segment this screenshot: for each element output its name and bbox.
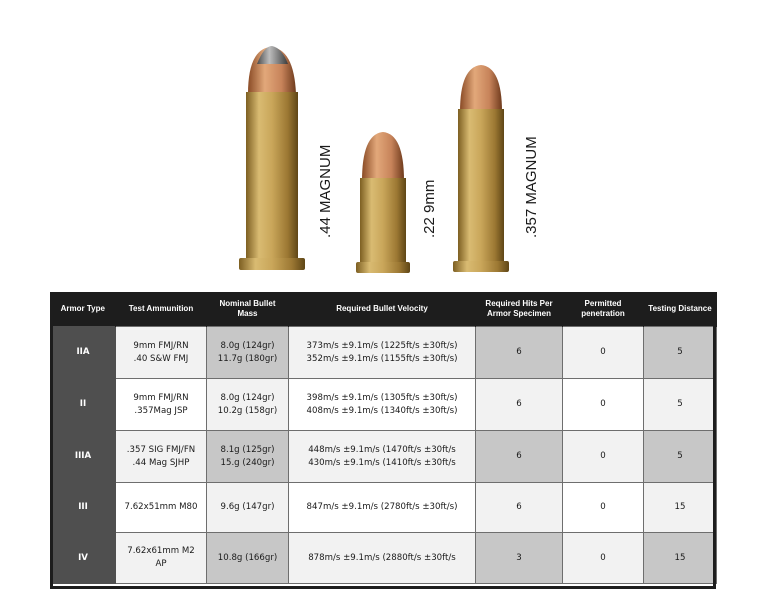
ammo-cell [116, 431, 207, 483]
armor-type-cell: IV [51, 533, 116, 584]
ammo-line: 9mm FMJ/RN [133, 340, 189, 351]
penetration-cell: 0 [563, 327, 644, 379]
distance-cell: 5 [644, 327, 717, 379]
velocity-line: 373m/s ±9.1m/s (1225ft/s ±30ft/s) [306, 340, 458, 351]
armor-type-cell: III [51, 483, 116, 533]
mass-line: 8.1g (125gr) [220, 444, 275, 455]
table-row [51, 431, 717, 483]
penetration-cell: 0 [563, 431, 644, 483]
velocity-line: 430m/s ±9.1m/s (1410ft/s ±30ft/s [308, 457, 456, 468]
mass-line: 8.0g (124gr) [220, 340, 275, 351]
armor-rating-table [50, 292, 717, 584]
velocity-cell [289, 483, 476, 533]
ammo-line: 7.62x61mm M2 [127, 546, 195, 556]
mass-cell [207, 533, 289, 584]
hits-cell: 6 [476, 431, 563, 483]
velocity-line: 408m/s ±9.1m/s (1340ft/s ±30ft/s) [306, 405, 458, 416]
header-armor-type: Armor Type [51, 292, 116, 327]
velocity-line: 352m/s ±9.1m/s (1155ft/s ±30ft/s) [306, 353, 458, 364]
velocity-line: 448m/s ±9.1m/s (1470ft/s ±30ft/s [308, 444, 456, 455]
mass-cell [207, 431, 289, 483]
mass-cell [207, 379, 289, 431]
mass-cell [207, 327, 289, 379]
cartridge-photo [50, 36, 714, 289]
velocity-line: 847m/s ±9.1m/s (2780ft/s ±30ft/s) [306, 502, 458, 512]
velocity-cell [289, 327, 476, 379]
ammo-line: .357Mag JSP [134, 405, 188, 416]
distance-cell: 5 [644, 379, 717, 431]
label-9mm: .22 9mm [421, 179, 438, 238]
header-hits: Required Hits Per Armor Specimen [476, 292, 563, 327]
label-44-magnum: .44 MAGNUM [317, 144, 334, 238]
cartridge-9mm [356, 132, 410, 273]
penetration-cell: 0 [563, 379, 644, 431]
ammo-cell [116, 533, 207, 584]
distance-cell: 15 [644, 533, 717, 584]
hits-cell: 3 [476, 533, 563, 584]
ammo-line: 7.62x51mm M80 [124, 502, 198, 512]
header-velocity: Required Bullet Velocity [289, 292, 476, 327]
hits-cell: 6 [476, 379, 563, 431]
armor-type-cell: IIA [51, 327, 116, 379]
mass-line: 9.6g (147gr) [220, 502, 275, 512]
mass-line: 8.0g (124gr) [220, 392, 275, 403]
penetration-cell: 0 [563, 533, 644, 584]
armor-type-cell: IIIA [51, 431, 116, 483]
header-penetration: Permitted penetration [563, 292, 644, 327]
velocity-cell [289, 431, 476, 483]
ammo-cell [116, 327, 207, 379]
mass-line: 15.g (240gr) [220, 457, 275, 468]
table-row [51, 379, 717, 431]
table-frame-left [50, 292, 53, 589]
velocity-line: 878m/s ±9.1m/s (2880ft/s ±30ft/s [308, 552, 456, 563]
ammo-line: 9mm FMJ/RN [133, 392, 189, 403]
mass-line: 11.7g (180gr) [217, 353, 278, 364]
ammo-line: .40 S&W FMJ [133, 353, 189, 364]
armor-type-cell: II [51, 379, 116, 431]
mass-cell [207, 483, 289, 533]
table-row [51, 533, 717, 584]
mass-line: 10.2g (158gr) [217, 405, 278, 416]
header-nominal-mass: Nominal Bullet Mass [207, 292, 289, 327]
hits-cell: 6 [476, 327, 563, 379]
ammo-cell [116, 379, 207, 431]
cartridge-357-magnum [453, 65, 509, 272]
table-frame-bottom [50, 586, 716, 589]
table-header-row [51, 292, 717, 327]
hits-cell: 6 [476, 483, 563, 533]
velocity-cell [289, 533, 476, 584]
table-row [51, 327, 717, 379]
ammo-line: .44 Mag SJHP [132, 457, 190, 468]
ammo-cell [116, 483, 207, 533]
label-357-magnum: .357 MAGNUM [523, 136, 540, 238]
header-distance: Testing Distance [644, 292, 717, 327]
penetration-cell: 0 [563, 483, 644, 533]
ammo-line: AP [155, 559, 167, 569]
velocity-line: 398m/s ±9.1m/s (1305ft/s ±30ft/s) [306, 392, 458, 403]
velocity-cell [289, 379, 476, 431]
cartridge-44-magnum [239, 46, 305, 270]
header-test-ammunition: Test Ammunition [116, 292, 207, 327]
distance-cell: 5 [644, 431, 717, 483]
table-frame-right [713, 292, 716, 589]
cartridge-illustration [50, 36, 714, 289]
mass-line: 10.8g (166gr) [217, 552, 278, 563]
table-row [51, 483, 717, 533]
ammo-line: .357 SIG FMJ/FN [126, 444, 196, 455]
distance-cell: 15 [644, 483, 717, 533]
